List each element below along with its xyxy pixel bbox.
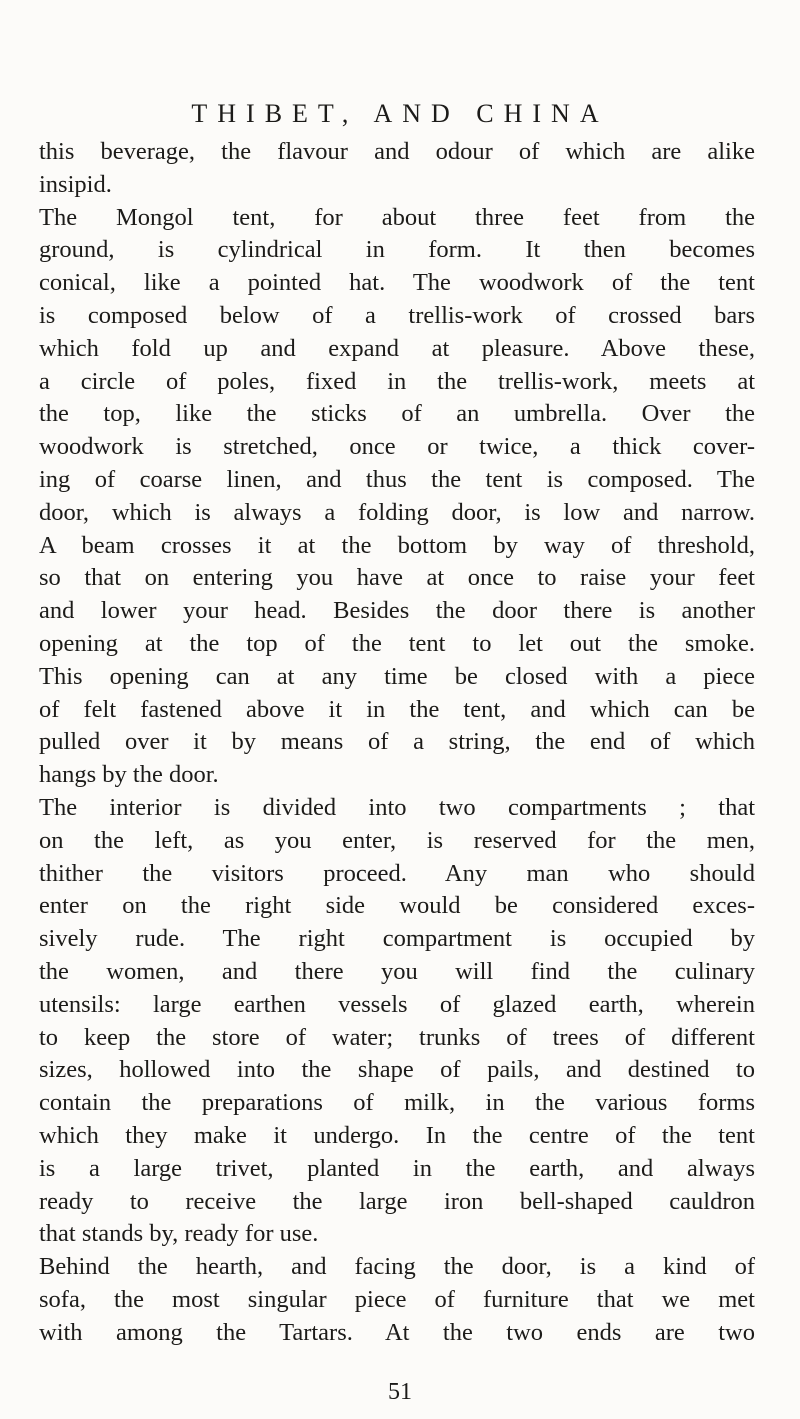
text-line: This opening can at any time be closed with a piece <box>39 662 755 690</box>
text-line: is a large trivet, planted in the earth, and always <box>39 1154 755 1182</box>
page-number: 51 <box>388 1379 412 1405</box>
text-line: sofa, the most singular piece of furniture that we met <box>39 1285 755 1313</box>
text-line: ing of coarse linen, and thus the tent is composed. The <box>39 465 755 493</box>
text-line: conical, like a pointed hat. The woodwork of the tent <box>39 269 755 297</box>
text-line: contain the preparations of milk, in the various forms <box>39 1089 755 1117</box>
text-line: thither the visitors proceed. Any man who should <box>39 859 755 887</box>
text-line: on the left, as you enter, is reserved for the men, <box>39 826 755 854</box>
text-line: of felt fastened above it in the tent, and which can be <box>39 695 755 723</box>
text-line: A beam crosses it at the bottom by way of threshold, <box>39 531 755 559</box>
text-line: so that on entering you have at once to raise your feet <box>39 564 755 592</box>
text-line: and lower your head. Besides the door there is another <box>39 597 755 625</box>
text-line: to keep the store of water; trunks of trees of different <box>39 1023 755 1051</box>
text-line: opening at the top of the tent to let out the smoke. <box>39 629 755 657</box>
text-line: ground, is cylindrical in form. It then becomes <box>39 236 755 264</box>
text-line: utensils: large earthen vessels of glazed earth, wherein <box>39 990 755 1018</box>
text-line: pulled over it by means of a string, the end of which <box>39 728 755 756</box>
body-text <box>39 136 755 1349</box>
text-line: that stands by, ready for use. <box>39 1220 319 1248</box>
running-head: THIBET, AND CHINA <box>191 99 609 128</box>
text-line: sively rude. The right compartment is occupied by <box>39 925 755 953</box>
text-line: is composed below of a trellis-work of crossed bars <box>39 301 755 329</box>
text-line: The interior is divided into two compartments ; that <box>39 793 755 821</box>
text-line: sizes, hollowed into the shape of pails, and destined to <box>39 1056 755 1084</box>
text-line: enter on the right side would be considered exces- <box>39 892 755 920</box>
text-line: this beverage, the flavour and odour of which are alike <box>39 138 755 165</box>
text-line: The Mongol tent, for about three feet from the <box>39 203 755 231</box>
text-line: hangs by the door. <box>39 761 219 789</box>
text-line: which they make it undergo. In the centre of the tent <box>39 1121 755 1149</box>
text-line: door, which is always a folding door, is low and narrow. <box>39 498 755 526</box>
text-line: woodwork is stretched, once or twice, a thick cover- <box>39 433 755 461</box>
text-line: ready to receive the large iron bell-shaped cauldron <box>39 1187 755 1215</box>
text-line: with among the Tartars. At the two ends are two <box>39 1318 755 1346</box>
text-line: a circle of poles, fixed in the trellis-work, meets at <box>39 367 755 395</box>
text-line: insipid. <box>39 170 112 198</box>
text-line: Behind the hearth, and facing the door, is a kind of <box>39 1253 755 1281</box>
text-line: the women, and there you will find the culinary <box>39 957 755 985</box>
text-line: the top, like the sticks of an umbrella. Over the <box>39 400 755 428</box>
text-line: which fold up and expand at pleasure. Above these, <box>39 334 755 362</box>
